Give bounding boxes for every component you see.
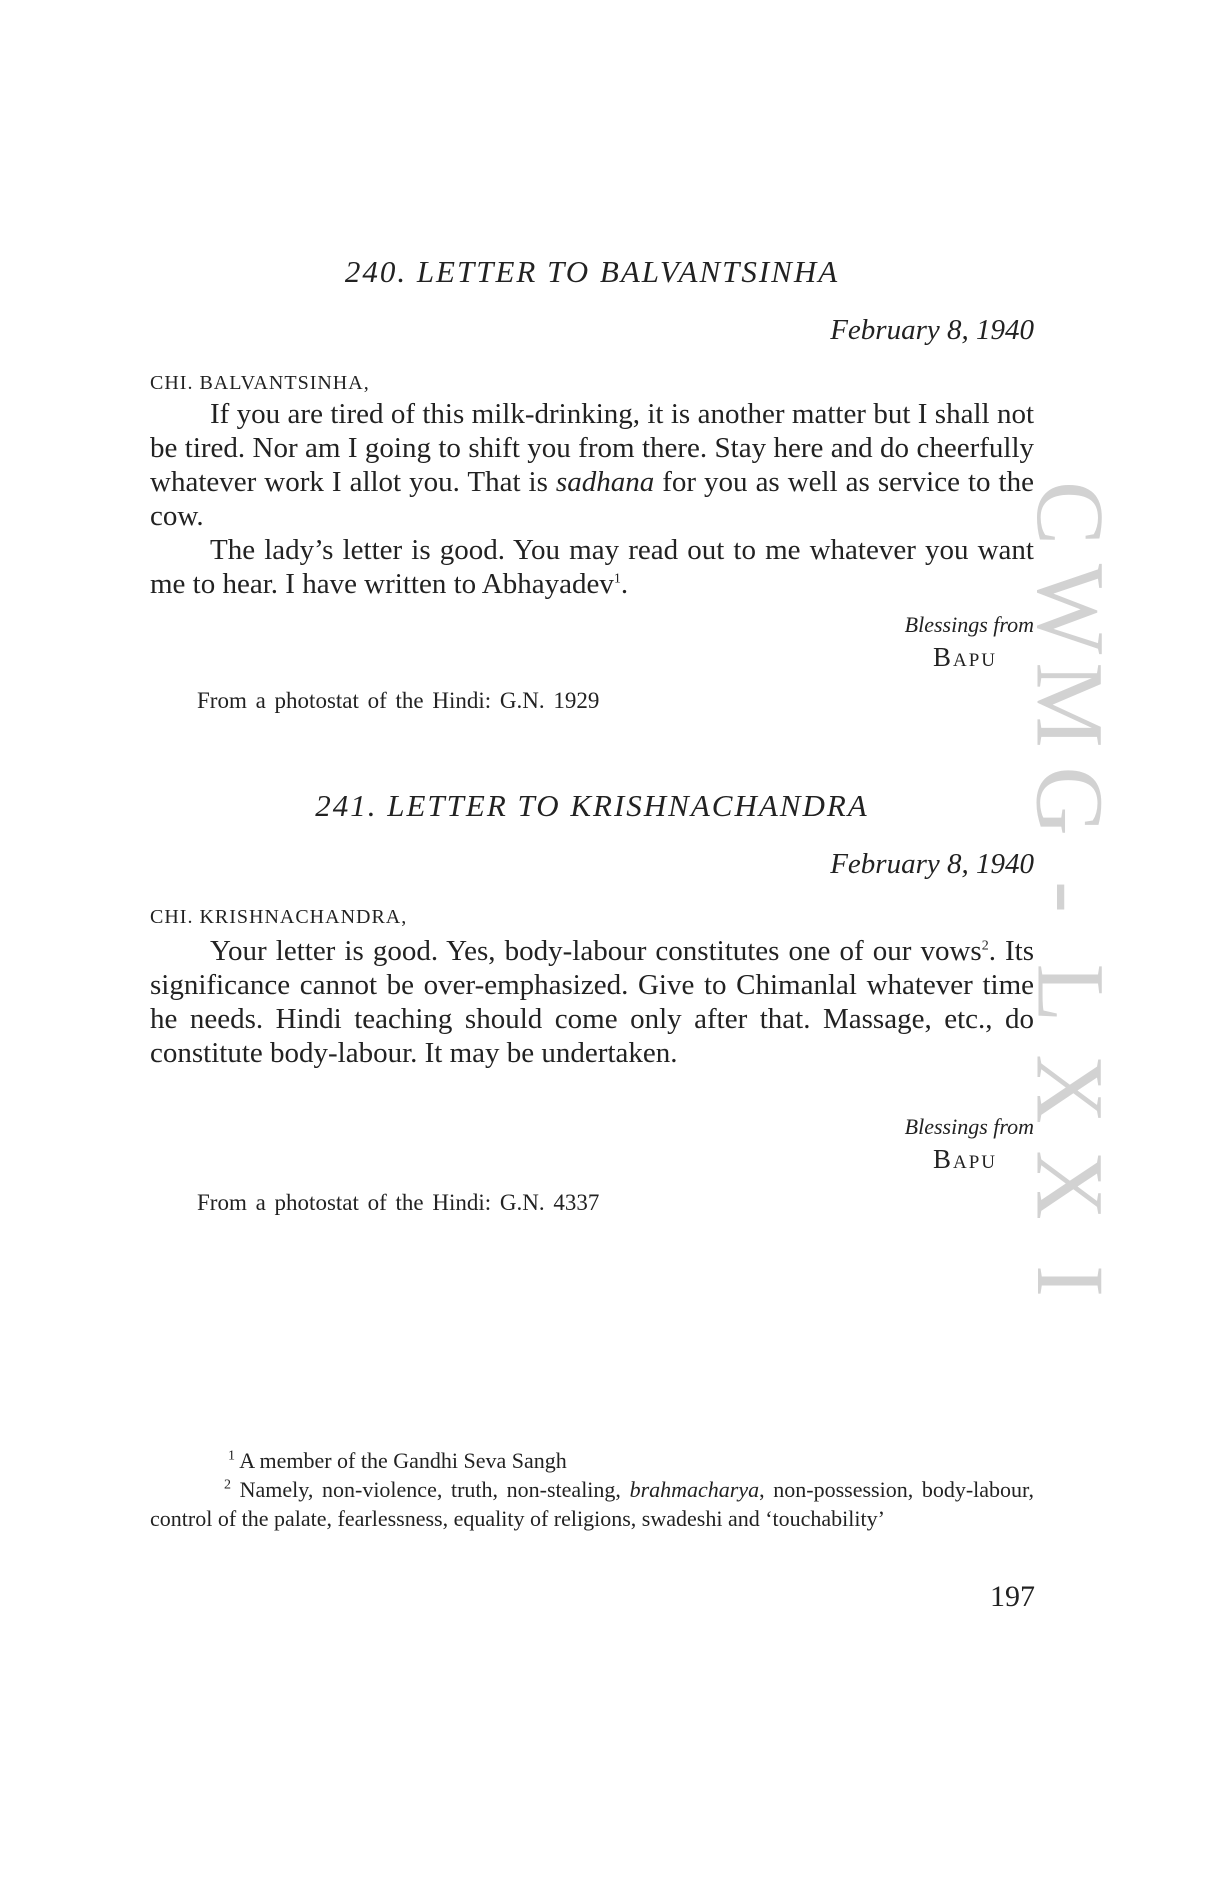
letter-240-signature: Bapu [932,642,997,672]
footnote-text: , non-possession, body-labour, control of the palate, fearlessness, equality of religions, swadeshi and ‘touchability’ [150,1477,1034,1531]
letter-241-signature: Bapu [932,1144,997,1174]
italic-term: brahmacharya [629,1477,760,1502]
footnote-mark: 2 [224,1477,231,1493]
letter-241-paragraph-1 [150,934,1034,1070]
watermark-letter: - [1017,881,1124,913]
footnote-mark: 1 [228,1448,235,1464]
watermark-letter: I [1017,1265,1124,1297]
page-number: 197 [990,1580,1035,1613]
watermark-letter: G [1016,766,1124,836]
watermark-letter: W [1016,563,1124,655]
watermark-letter: C [1017,480,1124,546]
letter-241-blessings: Blessings from [904,1114,1034,1139]
footnote-1 [150,1446,1034,1475]
watermark-letter: L [1016,963,1124,1023]
letter-240-heading: 240. LETTER TO BALVANTSINHA [344,254,840,289]
letter-240-paragraph-2 [150,533,1034,601]
letter-241-source: From a photostat of the Hindi: G.N. 4337 [197,1190,600,1215]
watermark-letter: X [1016,1054,1124,1124]
text-run: . Its significance cannot be over-emphasized. Give to Chimanlal whatever time he needs. Hindi teaching should come only after that. Massage, etc., do constitute body-labour. It may be undertaken. [150,935,1035,1069]
footnote-text: Namely, non-violence, truth, non-stealing, [231,1477,630,1502]
footnotes [150,1446,1034,1533]
text-run: for you as well as service to the cow. [150,466,1034,532]
text-run: If you are tired of this milk-drinking, it is another matter but I shall not be tired. Nor am I going to shift you from there. Stay here and do cheerfully whatever work I allot you. That is [150,398,1034,498]
letter-241-body [150,934,1034,1070]
text-run: Your letter is good. Yes, body-labour constitutes one of our vows [210,935,982,967]
watermark-letter: X [1016,1150,1124,1220]
text-run: . [620,568,629,600]
letter-241-date: February 8, 1940 [830,848,1034,880]
letter-240-body [150,397,1034,601]
footnote-ref: 2 [981,938,989,954]
letter-240-salutation: CHI. BALVANTSINHA, [150,372,370,394]
footnote-2 [150,1475,1034,1533]
footnote-ref: 1 [613,571,621,587]
letter-240-blessings: Blessings from [904,612,1034,637]
cwmg-watermark [1010,465,1130,1425]
italic-term: sadhana [555,466,655,498]
watermark-letter: M [1016,662,1124,748]
text-run: The lady’s letter is good. You may read out to me whatever you want me to hear. I have written to Abhayadev [150,534,1034,600]
letter-241-salutation: CHI. KRISHNACHANDRA, [150,906,408,928]
letter-240-date: February 8, 1940 [830,314,1034,346]
footnote-text: A member of the Gandhi Seva Sangh [235,1448,567,1473]
letter-240-source: From a photostat of the Hindi: G.N. 1929 [197,688,600,713]
letter-241-heading: 241. LETTER TO KRISHNACHANDRA [315,788,869,823]
letter-240-paragraph-1 [150,397,1034,533]
